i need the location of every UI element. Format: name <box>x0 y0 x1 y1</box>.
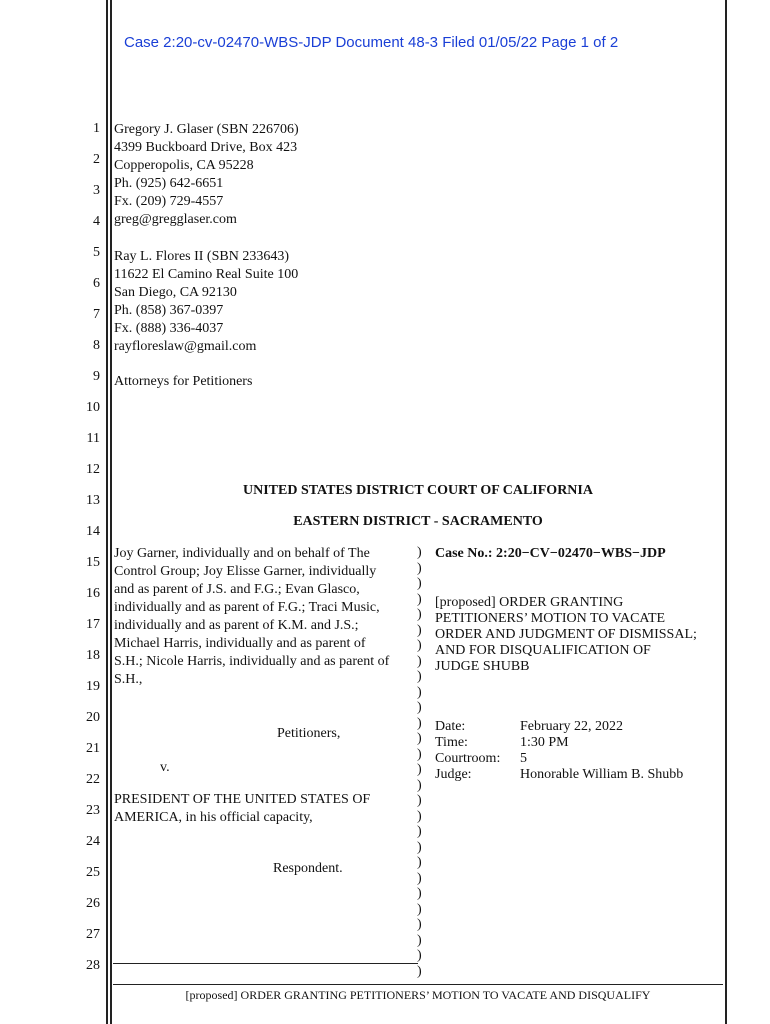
caption-parenthesis: ) <box>417 545 422 560</box>
right-margin-rule <box>725 0 727 1024</box>
line-number: 24 <box>86 834 100 849</box>
caption-parenthesis: ) <box>417 576 422 591</box>
petitioners-line: S.H.; Nicole Harris, individually and as parent of <box>114 654 390 669</box>
counsel-line: 4399 Buckboard Drive, Box 423 <box>114 140 298 155</box>
hearing-label: Courtroom: <box>435 751 501 766</box>
case-number: Case No.: 2:20−CV−02470−WBS−JDP <box>435 546 666 561</box>
caption-parenthesis: ) <box>417 669 422 684</box>
line-number: 5 <box>93 245 100 260</box>
caption-parenthesis: ) <box>417 700 422 715</box>
caption-parenthesis: ) <box>417 777 422 793</box>
line-number: 17 <box>86 617 100 632</box>
line-number: 2 <box>93 152 100 167</box>
caption-parenthesis: ) <box>417 762 422 777</box>
caption-parenthesis: ) <box>417 932 422 948</box>
counsel-role: Attorneys for Petitioners <box>114 374 253 389</box>
versus-label: v. <box>160 760 170 775</box>
line-number: 28 <box>86 958 100 973</box>
line-number: 4 <box>93 214 100 229</box>
caption-parenthesis: ) <box>417 886 422 901</box>
line-number: 19 <box>86 679 100 694</box>
line-number: 18 <box>86 648 100 663</box>
left-margin-rule-outer <box>106 0 108 1024</box>
document-title-line: AND FOR DISQUALIFICATION OF <box>435 643 651 658</box>
hearing-value: 5 <box>520 751 527 766</box>
document-title-line: JUDGE SHUBB <box>435 659 530 674</box>
hearing-value: February 22, 2022 <box>520 719 624 734</box>
petitioners-label: Petitioners, <box>277 726 341 741</box>
line-number: 1 <box>93 121 100 136</box>
counsel-line: 11622 El Camino Real Suite 100 <box>114 267 299 282</box>
counsel-line: Fx. (209) 729-4557 <box>114 194 224 209</box>
document-title-line: ORDER AND JUDGMENT OF DISMISSAL; <box>435 627 697 642</box>
respondent-label: Respondent. <box>273 861 343 876</box>
caption-parenthesis: ) <box>417 607 422 622</box>
caption-parenthesis: ) <box>417 963 422 979</box>
caption-parenthesis-column <box>417 545 422 979</box>
petitioners-line: individually and as parent of F.G.; Traci Music, <box>114 600 380 615</box>
line-number: 27 <box>86 927 100 942</box>
caption-parenthesis: ) <box>417 638 422 653</box>
caption-bottom-rule <box>113 963 418 964</box>
line-number: 15 <box>86 555 100 570</box>
caption-parenthesis: ) <box>417 560 422 576</box>
caption-parenthesis: ) <box>417 808 422 824</box>
respondent-line: AMERICA, in his official capacity, <box>114 810 313 825</box>
counsel-line: Ph. (858) 367-0397 <box>114 303 224 318</box>
petitioners-line: and as parent of J.S. and F.G.; Evan Glasco, <box>114 582 360 597</box>
caption-parenthesis: ) <box>417 839 422 855</box>
hearing-label: Time: <box>435 735 468 750</box>
line-number: 7 <box>93 307 100 322</box>
caption-parenthesis: ) <box>417 793 422 808</box>
hearing-label: Judge: <box>435 767 472 782</box>
hearing-value: 1:30 PM <box>520 735 569 750</box>
counsel-line: Fx. (888) 336-4037 <box>114 321 224 336</box>
counsel-line: Copperopolis, CA 95228 <box>114 158 254 173</box>
line-number: 23 <box>86 803 100 818</box>
line-number: 10 <box>86 400 100 415</box>
footer-title: [proposed] ORDER GRANTING PETITIONERS’ MOTION TO VACATE AND DISQUALIFY <box>185 988 651 1002</box>
caption-parenthesis: ) <box>417 917 422 932</box>
court-district: EASTERN DISTRICT - SACRAMENTO <box>293 514 543 529</box>
line-number: 13 <box>86 493 100 508</box>
caption-parenthesis: ) <box>417 901 422 917</box>
caption-parenthesis: ) <box>417 653 422 669</box>
court-name: UNITED STATES DISTRICT COURT OF CALIFORNIA <box>243 483 593 498</box>
document-title-line: [proposed] ORDER GRANTING <box>435 595 624 610</box>
line-number: 8 <box>93 338 100 353</box>
caption-parenthesis: ) <box>417 622 422 638</box>
line-number: 20 <box>86 710 100 725</box>
line-number: 12 <box>86 462 100 477</box>
line-number: 11 <box>86 431 100 446</box>
footer-rule <box>113 984 723 985</box>
line-number: 26 <box>86 896 100 911</box>
left-margin-rule-inner <box>110 0 112 1024</box>
line-number: 9 <box>93 369 100 384</box>
petitioners-line: S.H., <box>114 672 143 687</box>
counsel-line: San Diego, CA 92130 <box>114 285 237 300</box>
line-number: 25 <box>86 865 100 880</box>
line-number: 21 <box>86 741 100 756</box>
petitioners-line: individually and as parent of K.M. and J.S.; <box>114 618 359 633</box>
caption-parenthesis: ) <box>417 948 422 963</box>
counsel-email: rayfloreslaw@gmail.com <box>114 339 257 354</box>
petitioners-line: Control Group; Joy Elisse Garner, individually <box>114 564 377 579</box>
line-number: 22 <box>86 772 100 787</box>
counsel-line: Gregory J. Glaser (SBN 226706) <box>114 122 299 137</box>
respondent-line: PRESIDENT OF THE UNITED STATES OF <box>114 792 371 807</box>
caption-parenthesis: ) <box>417 855 422 870</box>
hearing-value: Honorable William B. Shubb <box>520 767 684 782</box>
line-number: 16 <box>86 586 100 601</box>
caption-parenthesis: ) <box>417 746 422 762</box>
caption-parenthesis: ) <box>417 715 422 731</box>
hearing-label: Date: <box>435 719 466 734</box>
filing-header-stamp: Case 2:20-cv-02470-WBS-JDP Document 48-3 Filed 01/05/22 Page 1 of 2 <box>124 34 619 51</box>
document-title-line: PETITIONERS’ MOTION TO VACATE <box>435 611 666 626</box>
caption-parenthesis: ) <box>417 731 422 746</box>
counsel-line: Ph. (925) 642-6651 <box>114 176 224 191</box>
line-number: 3 <box>93 183 100 198</box>
counsel-line: Ray L. Flores II (SBN 233643) <box>114 249 289 264</box>
caption-parenthesis: ) <box>417 824 422 839</box>
caption-parenthesis: ) <box>417 591 422 607</box>
caption-parenthesis: ) <box>417 870 422 886</box>
petitioners-line: Michael Harris, individually and as parent of <box>114 636 366 651</box>
line-number: 14 <box>86 524 100 539</box>
counsel-email: greg@gregglaser.com <box>114 212 237 227</box>
petitioners-line: Joy Garner, individually and on behalf of The <box>114 546 370 561</box>
line-number: 6 <box>93 276 100 291</box>
caption-parenthesis: ) <box>417 684 422 700</box>
